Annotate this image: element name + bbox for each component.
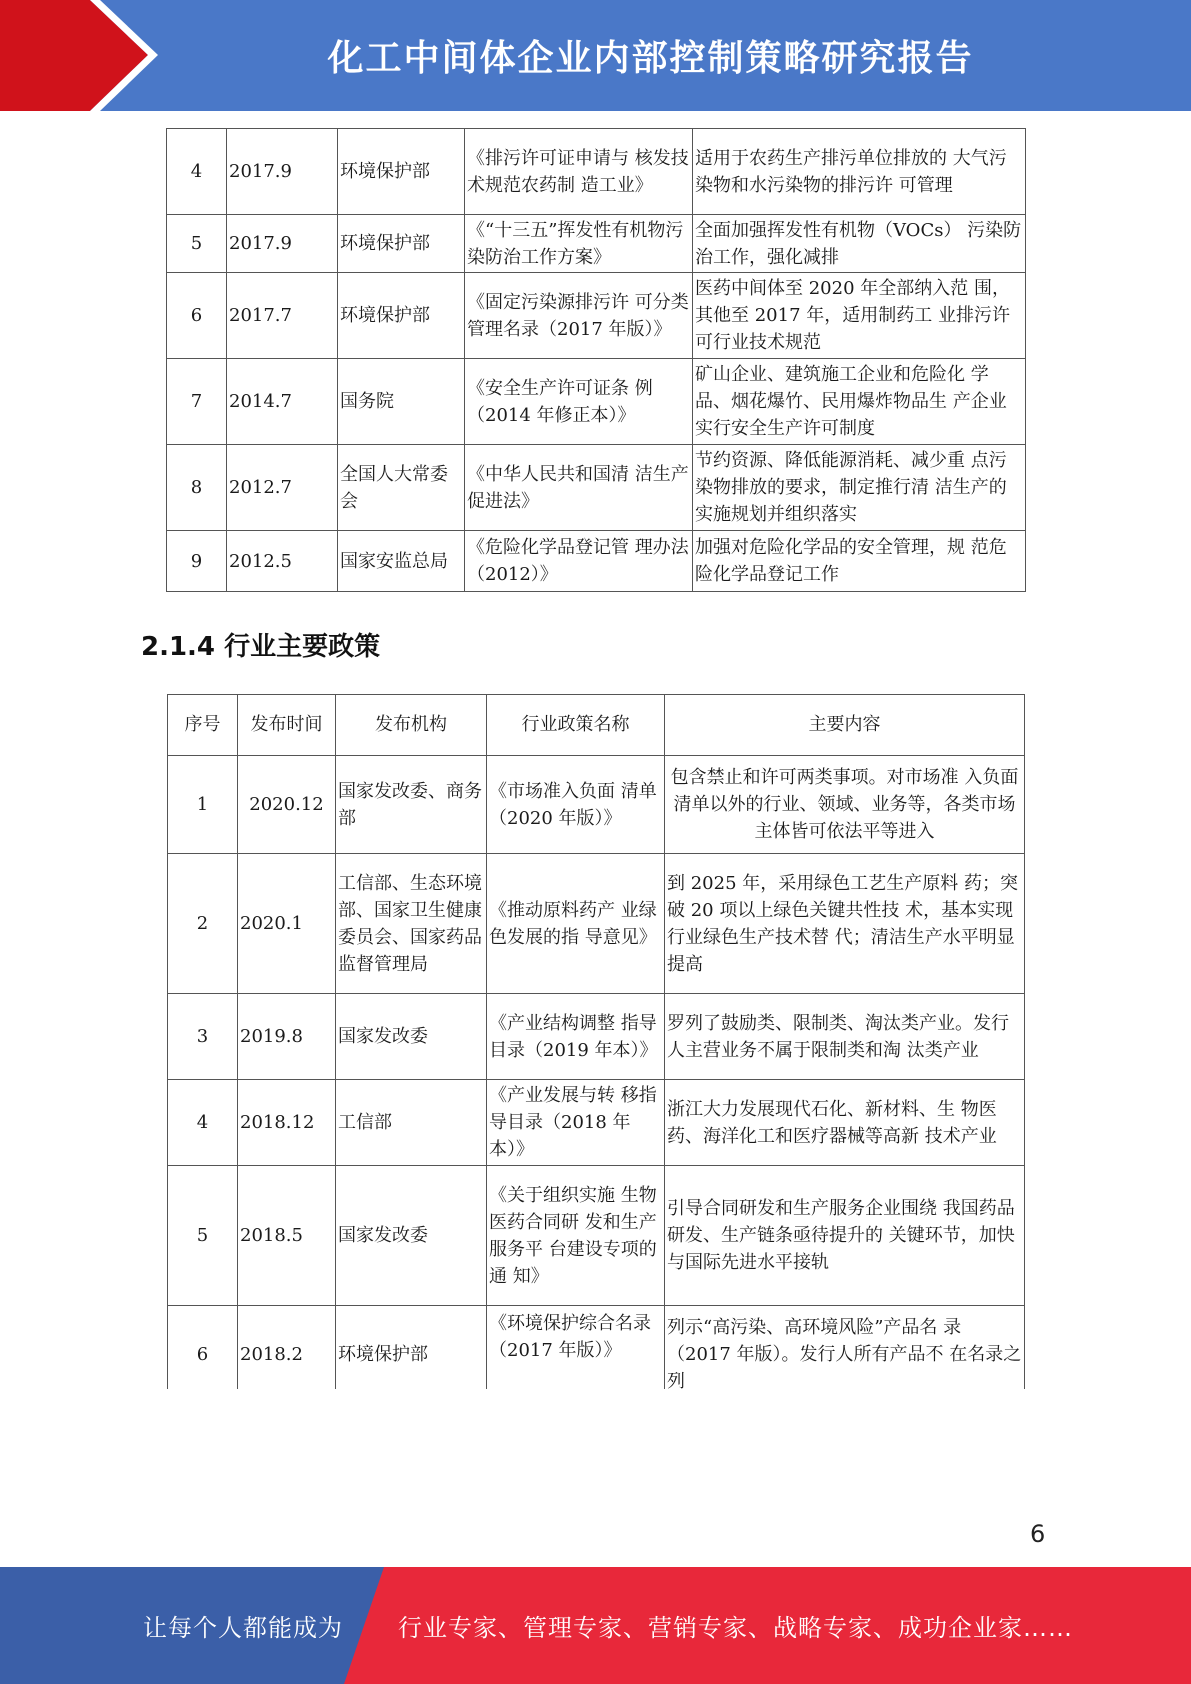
row-number: 4 <box>168 1080 238 1166</box>
row-policy-name: 《推动原料药产 业绿色发展的指 导意见》 <box>487 854 665 994</box>
row-number: 6 <box>168 1306 238 1390</box>
row-policy-name: 《中华人民共和国清 洁生产促进法》 <box>465 445 693 531</box>
report-title: 化工中间体企业内部控制策略研究报告 <box>327 38 974 79</box>
row-content: 浙江大力发展现代石化、新材料、生 物医药、海洋化工和医疗器械等高新 技术产业 <box>665 1080 1025 1166</box>
row-date: 2014.7 <box>227 359 338 445</box>
row-policy-name: 《产业发展与转 移指导目录（2018 年本）》 <box>487 1080 665 1166</box>
row-number: 9 <box>167 531 227 592</box>
row-date: 2018.5 <box>238 1166 336 1306</box>
table-row <box>167 445 1026 531</box>
footer-slogan-left: 让每个人都能成为 <box>143 1614 343 1642</box>
header-banner <box>0 0 1191 111</box>
row-content: 节约资源、降低能源消耗、减少重 点污染物排放的要求，制定推行清 洁生产的实施规划并组织落实 <box>693 445 1026 531</box>
table-row <box>168 854 1025 994</box>
footer-slogan-right: 行业专家、管理专家、营销专家、战略专家、成功企业家…… <box>398 1614 1073 1642</box>
row-date: 2020.1 <box>238 854 336 994</box>
row-org: 环境保护部 <box>338 273 465 359</box>
row-policy-name: 《危险化学品登记管 理办法（2012）》 <box>465 531 693 592</box>
table-row <box>168 1306 1025 1390</box>
row-policy-name: 《产业结构调整 指导目录（2019 年本）》 <box>487 994 665 1080</box>
table-row <box>167 273 1026 359</box>
table-header-row <box>168 695 1025 756</box>
row-content: 加强对危险化学品的安全管理，规 范危险化学品登记工作 <box>693 531 1026 592</box>
row-policy-name: 《排污许可证申请与 核发技术规范农药制 造工业》 <box>465 129 693 215</box>
policy-table <box>167 694 1025 1389</box>
row-content: 引导合同研发和生产服务企业围绕 我国药品研发、生产链条亟待提升的 关键环节，加快与国际先进水平接轨 <box>665 1166 1025 1306</box>
row-number: 3 <box>168 994 238 1080</box>
table-row <box>168 994 1025 1080</box>
col-header-date: 发布时间 <box>238 695 336 756</box>
row-content: 列示“高污染、高环境风险”产品名 录（2017 年版）。发行人所有产品不 在名录之列 <box>665 1306 1025 1390</box>
row-org: 工信部 <box>336 1080 487 1166</box>
row-content: 矿山企业、建筑施工企业和危险化 学品、烟花爆竹、民用爆炸物品生 产企业实行安全生产许可制度 <box>693 359 1026 445</box>
col-header-org: 发布机构 <box>336 695 487 756</box>
row-date: 2012.7 <box>227 445 338 531</box>
regulation-table <box>166 128 1026 592</box>
row-number: 6 <box>167 273 227 359</box>
row-date: 2012.5 <box>227 531 338 592</box>
row-org: 工信部、生态环境部、国家卫生健康委员会、国家药品监督管理局 <box>336 854 487 994</box>
row-org: 国家安监总局 <box>338 531 465 592</box>
col-header-policy-name: 行业政策名称 <box>487 695 665 756</box>
section-heading: 2.1.4 行业主要政策 <box>141 632 381 662</box>
table-row <box>167 129 1026 215</box>
row-org: 国家发改委 <box>336 1166 487 1306</box>
row-date: 2019.8 <box>238 994 336 1080</box>
table-row <box>167 359 1026 445</box>
row-org: 环境保护部 <box>338 129 465 215</box>
row-number: 2 <box>168 854 238 994</box>
row-number: 1 <box>168 756 238 854</box>
row-policy-name: 《环境保护综合名录（2017 年版）》 <box>487 1306 665 1390</box>
row-policy-name: 《“十三五”挥发性有机物污染防治工作方案》 <box>465 215 693 273</box>
row-org: 国家发改委 <box>336 994 487 1080</box>
row-number: 5 <box>168 1166 238 1306</box>
row-org: 国务院 <box>338 359 465 445</box>
row-content: 全面加强挥发性有机物（VOCs） 污染防治工作，强化减排 <box>693 215 1026 273</box>
row-content: 适用于农药生产排污单位排放的 大气污染物和水污染物的排污许 可管理 <box>693 129 1026 215</box>
page-number: 6 <box>1030 1520 1046 1548</box>
table-row <box>167 531 1026 592</box>
row-policy-name: 《关于组织实施 生物医药合同研 发和生产服务平 台建设专项的通 知》 <box>487 1166 665 1306</box>
col-header-content: 主要内容 <box>665 695 1025 756</box>
row-policy-name: 《固定污染源排污许 可分类管理名录（2017 年版）》 <box>465 273 693 359</box>
row-number: 4 <box>167 129 227 215</box>
row-org: 环境保护部 <box>336 1306 487 1390</box>
row-date: 2017.7 <box>227 273 338 359</box>
table-row <box>168 1080 1025 1166</box>
row-policy-name: 《市场准入负面 清单（2020 年版）》 <box>487 756 665 854</box>
row-date: 2018.12 <box>238 1080 336 1166</box>
row-number: 8 <box>167 445 227 531</box>
col-header-number: 序号 <box>168 695 238 756</box>
table-row <box>167 215 1026 273</box>
row-date: 2020.12 <box>238 756 336 854</box>
row-org: 国家发改委、商务部 <box>336 756 487 854</box>
row-content: 包含禁止和许可两类事项。对市场准 入负面清单以外的行业、领域、业务等，各类市场主体皆可依法平等进入 <box>665 756 1025 854</box>
row-number: 7 <box>167 359 227 445</box>
row-content: 到 2025 年，采用绿色工艺生产原料 药；突破 20 项以上绿色关键共性技 术，基本实现行业绿色生产技术替 代；清洁生产水平明显提高 <box>665 854 1025 994</box>
footer-banner <box>0 1567 1191 1684</box>
table-row <box>168 756 1025 854</box>
row-date: 2018.2 <box>238 1306 336 1390</box>
row-org: 全国人大常委会 <box>338 445 465 531</box>
row-date: 2017.9 <box>227 129 338 215</box>
table-row <box>168 1166 1025 1306</box>
row-content: 罗列了鼓励类、限制类、淘汰类产业。发行人主营业务不属于限制类和淘 汰类产业 <box>665 994 1025 1080</box>
row-org: 环境保护部 <box>338 215 465 273</box>
row-policy-name: 《安全生产许可证条 例（2014 年修正本）》 <box>465 359 693 445</box>
row-number: 5 <box>167 215 227 273</box>
policy-table-container <box>160 690 1030 1389</box>
row-date: 2017.9 <box>227 215 338 273</box>
row-content: 医药中间体至 2020 年全部纳入范 围，其他至 2017 年，适用制药工 业排污许可行业技术规范 <box>693 273 1026 359</box>
